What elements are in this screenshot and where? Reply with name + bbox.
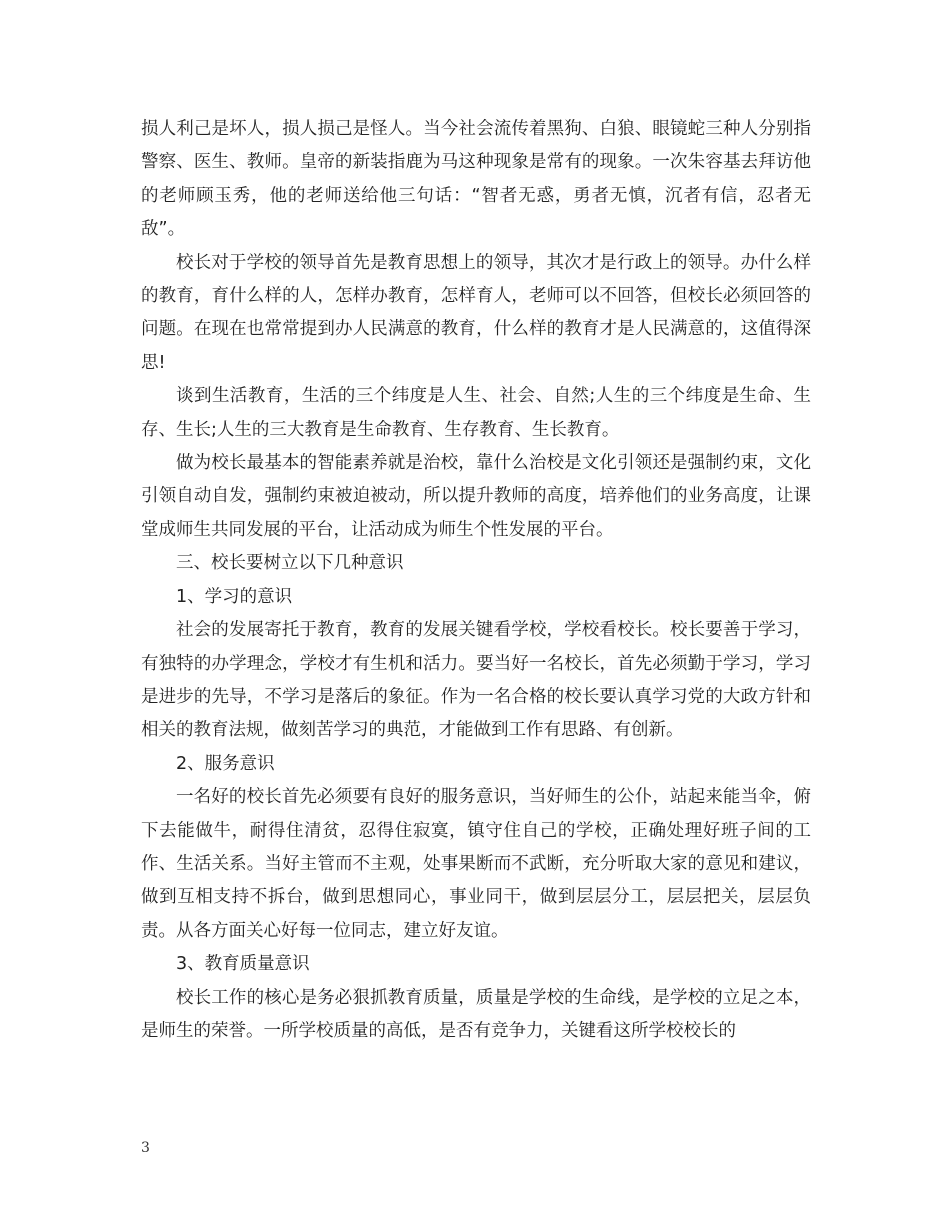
paragraph: 社会的发展寄托于教育，教育的发展关键看学校，学校看校长。校长要善于学习，有独特的办学理念，学校才有生机和活力。要当好一名校长，首先必须勤于学习，学习是进步的先导，不学习是落后的象征。作为一名合格的校长要认真学习党的大政方针和相关的教育法规，做刻苦学习的典范，才能做到工作有思路、有创新。 xyxy=(141,620,811,741)
paragraph: 做为校长最基本的智能素养就是治校，靠什么治校是文化引领还是强制约束，文化引领自动自发，强制约束被迫被动，所以提升教师的高度，培养他们的业务高度，让课堂成师生共同发展的平台，让活动成为师生个性发展的平台。 xyxy=(141,453,811,540)
subsection-heading: 2、服务意识 xyxy=(176,753,275,774)
paragraph: 损人利己是坏人，损人损己是怪人。当今社会流传着黑狗、白狼、眼镜蛇三种人分别指警察、医生、教师。皇帝的新装指鹿为马这种现象是常有的现象。一次朱容基去拜访他的老师顾玉秀，他的老师送给他三句话：“智者无惑，勇者无慎，沉者有信，忍者无敌”。 xyxy=(141,119,811,240)
paragraph: 谈到生活教育，生活的三个纬度是人生、社会、自然;人生的三个纬度是生命、生存、生长;人生的三大教育是生命教育、生存教育、生长教育。 xyxy=(141,386,811,440)
paragraph: 一名好的校长首先必须要有良好的服务意识，当好师生的公仆，站起来能当伞，俯下去能做牛，耐得住清贫，忍得住寂寞，镇守住自己的学校，正确处理好班子间的工作、生活关系。当好主管而不主观，处事果断而不武断，充分听取大家的意见和建议，做到互相支持不拆台，做到思想同心，事业同干，做到层层分工，层层把关，层层负责。从各方面关心好每一位同志，建立好友谊。 xyxy=(141,787,811,941)
document-body xyxy=(141,113,811,1048)
subsection-heading: 3、教育质量意识 xyxy=(176,954,310,975)
section-heading: 三、校长要树立以下几种意识 xyxy=(176,553,404,574)
page-number: 3 xyxy=(141,1140,150,1156)
paragraph: 校长对于学校的领导首先是教育思想上的领导，其次才是行政上的领导。办什么样的教育，育什么样的人，怎样办教育，怎样育人，老师可以不回答，但校长必须回答的问题。在现在也常常提到办人民满意的教育，什么样的教育才是人民满意的，这值得深思! xyxy=(141,252,811,373)
subsection-heading: 1、学习的意识 xyxy=(176,586,293,607)
paragraph: 校长工作的核心是务必狠抓教育质量，质量是学校的生命线，是学校的立足之本，是师生的荣誉。一所学校质量的高低，是否有竞争力，关键看这所学校校长的 xyxy=(141,987,811,1041)
